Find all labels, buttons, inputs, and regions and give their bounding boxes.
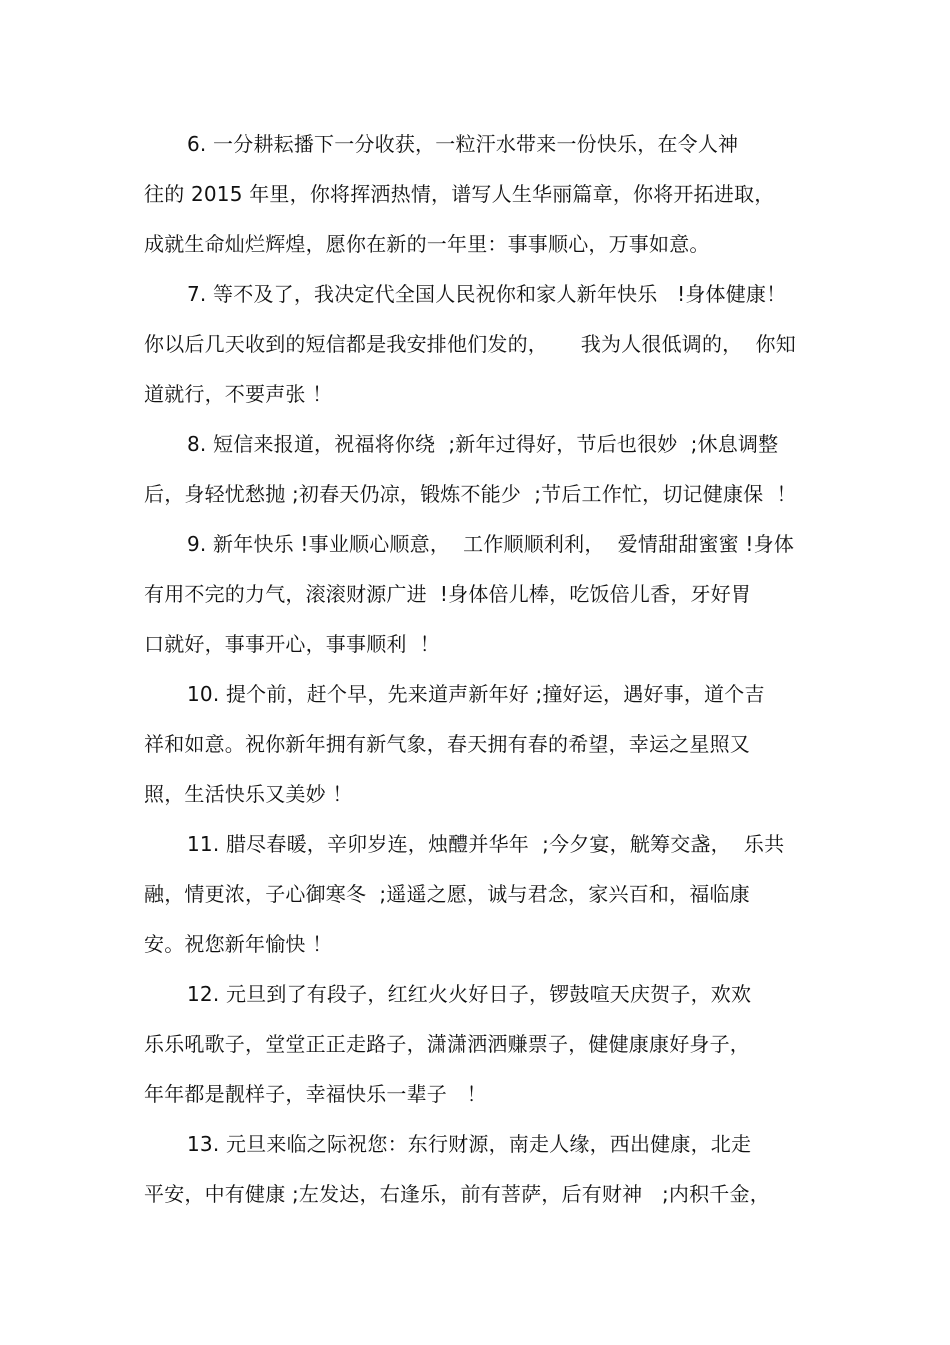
text-line-item11-2: 融，情更浓，子心御寒冬 ;遥遥之愿，诚与君念，家兴百和，福临康: [144, 882, 750, 906]
text-line-item13-2: 平安，中有健康 ;左发达，右逢乐，前有菩萨，后有财神 ;内积千金，: [144, 1182, 770, 1206]
text-line-item12-2: 乐乐吼歌子，堂堂正正走路子，潇潇洒洒赚票子，健健康康好身子，: [144, 1032, 750, 1056]
text-line-item6-1: 6. 一分耕耘播下一分收获，一粒汗水带来一份快乐，在令人神: [187, 132, 739, 156]
text-line-item7-3: 道就行，不要声张 ！: [144, 382, 333, 406]
text-line-item12-3: 年年都是靓样子，幸福快乐一辈子 ！: [144, 1082, 487, 1106]
text-line-item12-1: 12. 元旦到了有段子，红红火火好日子，锣鼓喧天庆贺子，欢欢: [187, 982, 752, 1006]
text-line-item8-1: 8. 短信来报道，祝福将你绕 ;新年过得好，节后也很妙 ;休息调整: [187, 432, 779, 456]
text-line-item9-2: 有用不完的力气，滚滚财源广进 !身体倍儿棒，吃饭倍儿香，牙好胃: [144, 582, 752, 606]
text-line-item7-1: 7. 等不及了，我决定代全国人民祝你和家人新年快乐 !身体健康！: [187, 282, 787, 306]
text-line-item7-2: 你以后几天收到的短信都是我安排他们发的， 我为人很低调的， 你知: [144, 332, 796, 356]
text-line-item9-1: 9. 新年快乐 !事业顺心顺意， 工作顺顺利利， 爱情甜甜蜜蜜 !身体: [187, 532, 795, 556]
text-line-item11-1: 11. 腊尽春暖，辛卯岁连，烛醴并华年 ;今夕宴，觥筹交盏， 乐共: [187, 832, 785, 856]
text-line-item13-1: 13. 元旦来临之际祝您：东行财源，南走人缘，西出健康，北走: [187, 1132, 752, 1156]
text-line-item6-2: 往的 2015 年里，你将挥洒热情，谱写人生华丽篇章，你将开拓进取，: [144, 182, 775, 206]
text-line-item11-3: 安。祝您新年愉快 ！: [144, 932, 333, 956]
text-line-item6-3: 成就生命灿烂辉煌，愿你在新的一年里：事事顺心，万事如意。: [144, 232, 710, 256]
text-line-item10-1: 10. 提个前，赶个早，先来道声新年好 ;撞好运，遇好事，道个吉: [187, 682, 765, 706]
text-line-item8-2: 后，身轻忧愁抛 ;初春天仍凉，锻炼不能少 ;节后工作忙，切记健康保 ！: [144, 482, 797, 506]
text-line-item10-2: 祥和如意。祝你新年拥有新气象，春天拥有春的希望，幸运之星照又: [144, 732, 750, 756]
text-line-item10-3: 照，生活快乐又美妙 ！: [144, 782, 353, 806]
text-line-item9-3: 口就好，事事开心，事事顺利 ！: [144, 632, 440, 656]
